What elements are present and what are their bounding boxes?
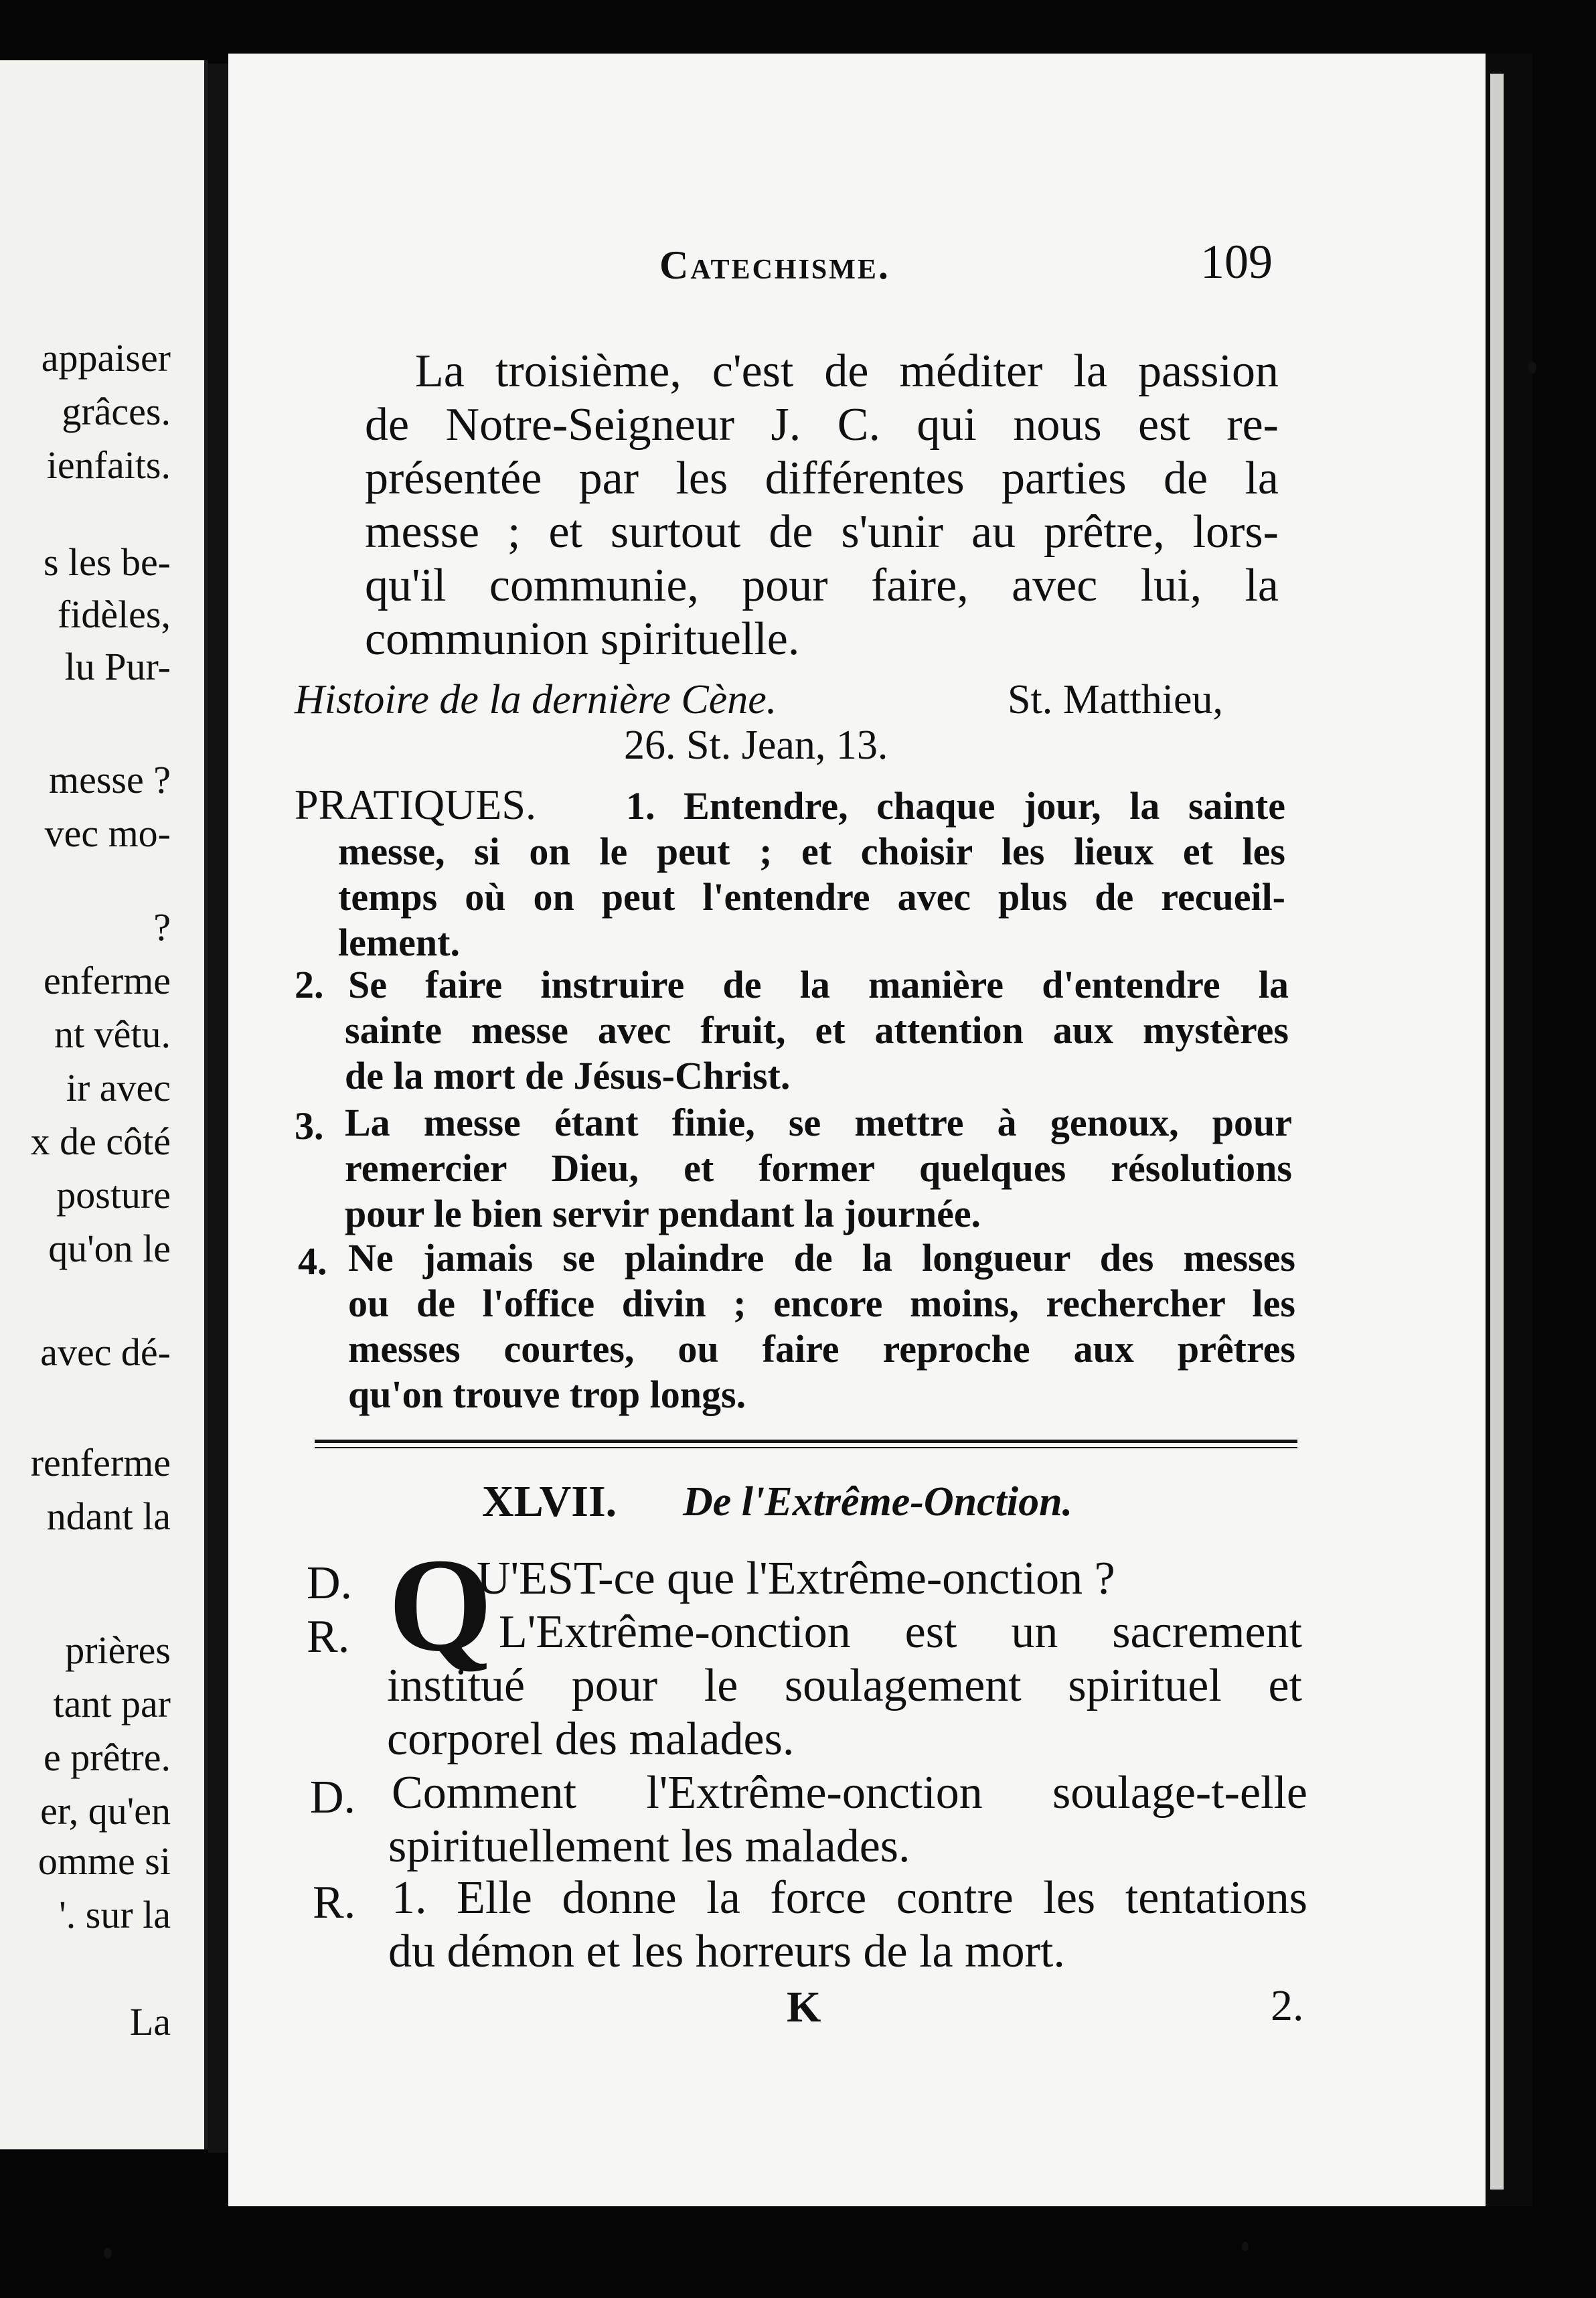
facing-page-fragment: renferme — [30, 1441, 171, 1484]
sheet-number: 2. — [1271, 1981, 1304, 2030]
section-title: De l'Extrême-Onction. — [683, 1479, 1073, 1525]
pratique-line: Se faire instruire de la manière d'entendre la — [348, 963, 1289, 1006]
facing-page-fragment: qu'on le — [48, 1227, 171, 1270]
answer-label: R. — [313, 1877, 356, 1928]
answer-line: corporel des malades. — [387, 1713, 795, 1765]
facing-page-fragment: ir avec — [66, 1066, 171, 1109]
facing-page-fragment: e prêtre. — [44, 1736, 171, 1779]
answer-line: du démon et les horreurs de la mort. — [388, 1926, 1065, 1977]
running-header-title: Catechisme. — [659, 243, 890, 287]
answer-line: 1. Elle donne la force contre les tentations — [392, 1872, 1307, 1924]
pratique-line: La messe étant finie, se mettre à genoux, pour — [345, 1101, 1292, 1144]
question-line: spirituellement les malades. — [388, 1821, 910, 1872]
pratique-line: qu'on trouve trop longs. — [348, 1373, 746, 1416]
question-label: D. — [310, 1772, 356, 1823]
pratique-line: remercier Dieu, et former quelques résolutions — [345, 1146, 1292, 1190]
facing-page-fragment: appaiser — [41, 336, 171, 380]
scan-speck — [1528, 362, 1536, 374]
section-divider-thin — [315, 1447, 1297, 1448]
facing-page-fragment: vec mo- — [44, 812, 171, 855]
pratique-number: 4. — [298, 1239, 327, 1283]
answer-line: institué pour le soulagement spirituel et — [387, 1660, 1302, 1711]
facing-page-fragment: omme si — [37, 1839, 171, 1883]
pratique-line: 1. Entendre, chaque jour, la sainte — [626, 784, 1285, 828]
facing-page-fragment: lu Pur- — [64, 645, 171, 688]
facing-page-fragment: '. sur la — [59, 1893, 171, 1936]
paragraph-line: de Notre-Seigneur J. C. qui nous est re- — [365, 399, 1279, 451]
facing-page-fragment: enferme — [44, 959, 171, 1002]
pratique-line: de la mort de Jésus-Christ. — [345, 1054, 791, 1097]
paragraph-line: messe ; et surtout de s'unir au prêtre, lors- — [365, 506, 1279, 558]
reference-title: Histoire de la dernière Cène. — [295, 677, 777, 722]
facing-page-fragment: grâces. — [62, 390, 171, 433]
facing-page-fragment: er, qu'en — [40, 1789, 171, 1833]
reference-verses: 26. St. Jean, 13. — [624, 722, 888, 768]
facing-page-fragment: tant par — [53, 1682, 171, 1726]
page-edge — [1490, 74, 1504, 2190]
facing-page-fragment: messe ? — [49, 758, 171, 801]
question-text: U'EST-ce que l'Extrême-onction ? — [477, 1553, 1115, 1604]
book-gutter — [208, 64, 228, 2153]
pratique-line: sainte messe avec fruit, et attention aux mystères — [345, 1008, 1289, 1052]
paragraph-line: communion spirituelle. — [365, 613, 800, 665]
pratique-number: 2. — [295, 963, 324, 1006]
pratique-line: messes courtes, ou faire reproche aux prêtres — [348, 1327, 1295, 1371]
facing-page-fragment: ? — [153, 905, 171, 949]
pratique-line: pour le bien servir pendant la journée. — [345, 1192, 981, 1235]
facing-page-fragment: x de côté — [30, 1120, 171, 1163]
facing-page-fragment: ienfaits. — [46, 443, 171, 487]
paragraph-line: présentée par les différentes parties de la — [365, 453, 1279, 504]
facing-page-fragment: prières — [65, 1628, 171, 1672]
signature-mark: K — [787, 1983, 821, 2032]
facing-page-fragment: avec dé- — [40, 1330, 171, 1374]
section-number: XLVII. — [482, 1477, 617, 1526]
scan-speck — [104, 2248, 112, 2258]
pratique-line: Ne jamais se plaindre de la longueur des messes — [348, 1236, 1295, 1280]
question-label: D. — [307, 1557, 353, 1609]
reference-source: St. Matthieu, — [1008, 677, 1224, 722]
facing-page-fragment: posture — [56, 1173, 171, 1217]
answer-label: R. — [307, 1611, 350, 1663]
facing-page-fragment: fidèles, — [57, 593, 171, 636]
facing-page — [0, 60, 208, 2149]
scan-speck — [1242, 2242, 1249, 2251]
section-divider — [315, 1440, 1297, 1443]
answer-line: L'Extrême-onction est un sacrement — [499, 1606, 1302, 1658]
pratiques-label: PRATIQUES. — [295, 781, 536, 828]
page-number: 109 — [1200, 235, 1273, 289]
facing-page-fragment: La — [129, 2000, 171, 2044]
facing-page-fragment: ndant la — [46, 1495, 171, 1538]
pratique-number: 3. — [295, 1104, 324, 1148]
pratique-line: lement. — [338, 921, 460, 964]
paragraph-line: La troisième, c'est de méditer la passion — [415, 346, 1279, 397]
facing-page-fragment: s les be- — [43, 540, 171, 584]
facing-page-fragment: nt vêtu. — [54, 1012, 171, 1056]
paragraph-line: qu'il communie, pour faire, avec lui, la — [365, 560, 1279, 611]
drop-cap: Q — [388, 1531, 493, 1679]
pratique-line: temps où on peut l'entendre avec plus de recueil- — [338, 875, 1285, 919]
pratique-line: ou de l'office divin ; encore moins, rechercher les — [348, 1282, 1295, 1325]
question-line: Comment l'Extrême-onction soulage-t-elle — [392, 1767, 1307, 1819]
pratique-line: messe, si on le peut ; et choisir les lieux et les — [338, 830, 1285, 873]
